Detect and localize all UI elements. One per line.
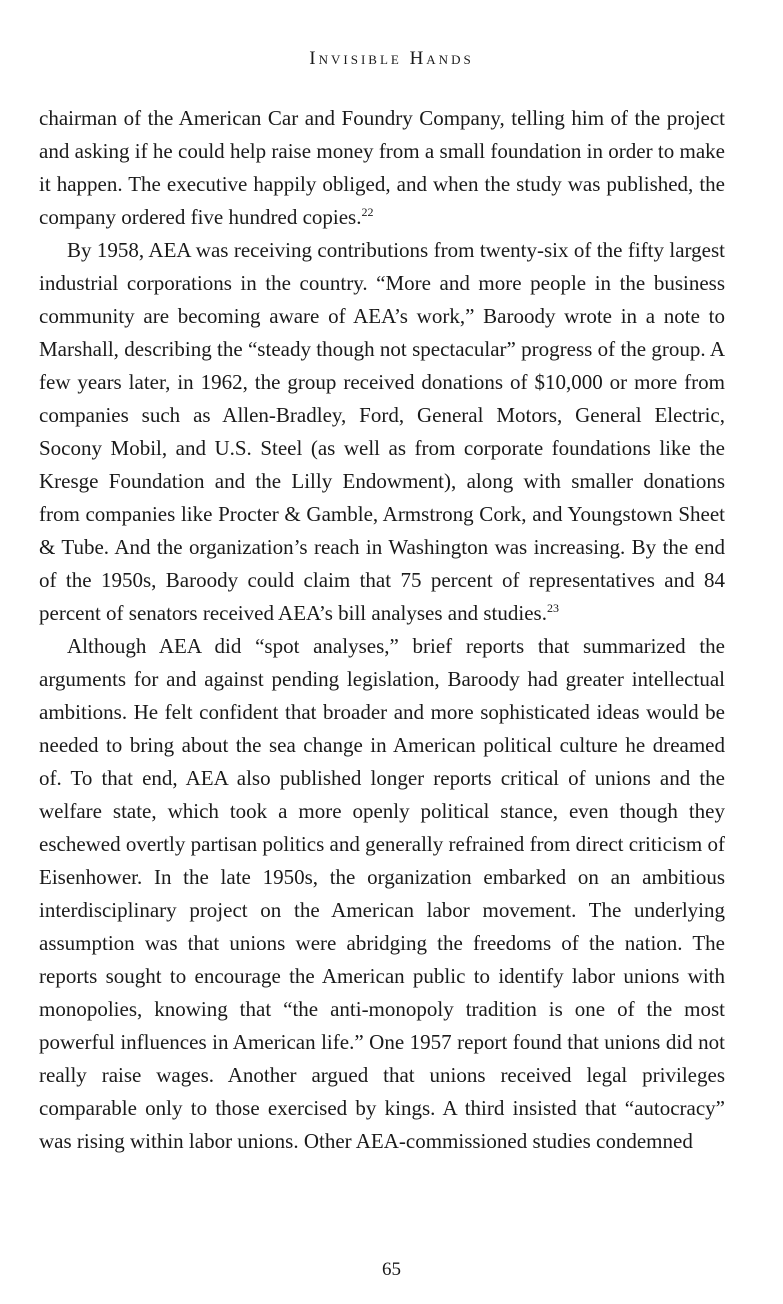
footnote-marker-22: 22 xyxy=(361,205,374,219)
paragraph-2-text: By 1958, AEA was receiving contributions from twenty-six of the fifty largest industrial corporations in the country. “More and more people in the business community are becoming aware of AEA’s work,” Baroody wrote in a note to Marshall, describing the “steady though not spectacular” progress of the group. A few years later, in 1962, the group received donations of $10,000 or more from companies such as Allen-Bradley, Ford, General Motors, General Electric, Socony Mobil, and U.S. Steel (as well as from corporate foundations like the Kresge Foundation and the Lilly Endowment), along with smaller donations from companies like Procter & Gamble, Armstrong Cork, and Youngstown Sheet & Tube. And the organization’s reach in Washington was increasing. By the end of the 1950s, Baroody could claim that 75 percent of representatives and 84 percent of senators received AEA’s bill analyses and studies. xyxy=(39,238,725,625)
paragraph-2 xyxy=(39,234,725,630)
paragraph-3-text: Although AEA did “spot analyses,” brief reports that summarized the arguments for and against pending legislation, Baroody had greater intellectual ambitions. He felt confident that broader and more sophisticated ideas would be needed to bring about the sea change in American political culture he dreamed of. To that end, AEA also published longer reports critical of unions and the welfare state, which took a more openly political stance, even though they eschewed overtly partisan politics and generally refrained from direct criticism of Eisenhower. In the late 1950s, the organization embarked on an ambitious interdisciplinary project on the American labor movement. The underlying assumption was that unions were abridging the freedoms of the nation. The reports sought to encourage the American public to identify labor unions with monopolies, knowing that “the anti-monopoly tradition is one of the most powerful influences in American life.” One 1957 report found that unions did not really raise wages. Another argued that unions received legal privileges comparable only to those exercised by kings. A third insisted that “autocracy” was rising within labor unions. Other AEA-commissioned studies condemned xyxy=(39,634,725,1153)
running-head: Invisible Hands xyxy=(309,48,474,69)
paragraph-1 xyxy=(39,102,725,234)
page-number: 65 xyxy=(382,1259,401,1280)
footnote-marker-23: 23 xyxy=(546,601,559,615)
body-text xyxy=(39,102,725,1158)
paragraph-3 xyxy=(39,630,725,1158)
paragraph-1-text: chairman of the American Car and Foundry Company, telling him of the project and asking if he could help raise money from a small foundation in order to make it happen. The executive happily obliged, and when the study was published, the company ordered five hundred copies. xyxy=(39,106,725,229)
